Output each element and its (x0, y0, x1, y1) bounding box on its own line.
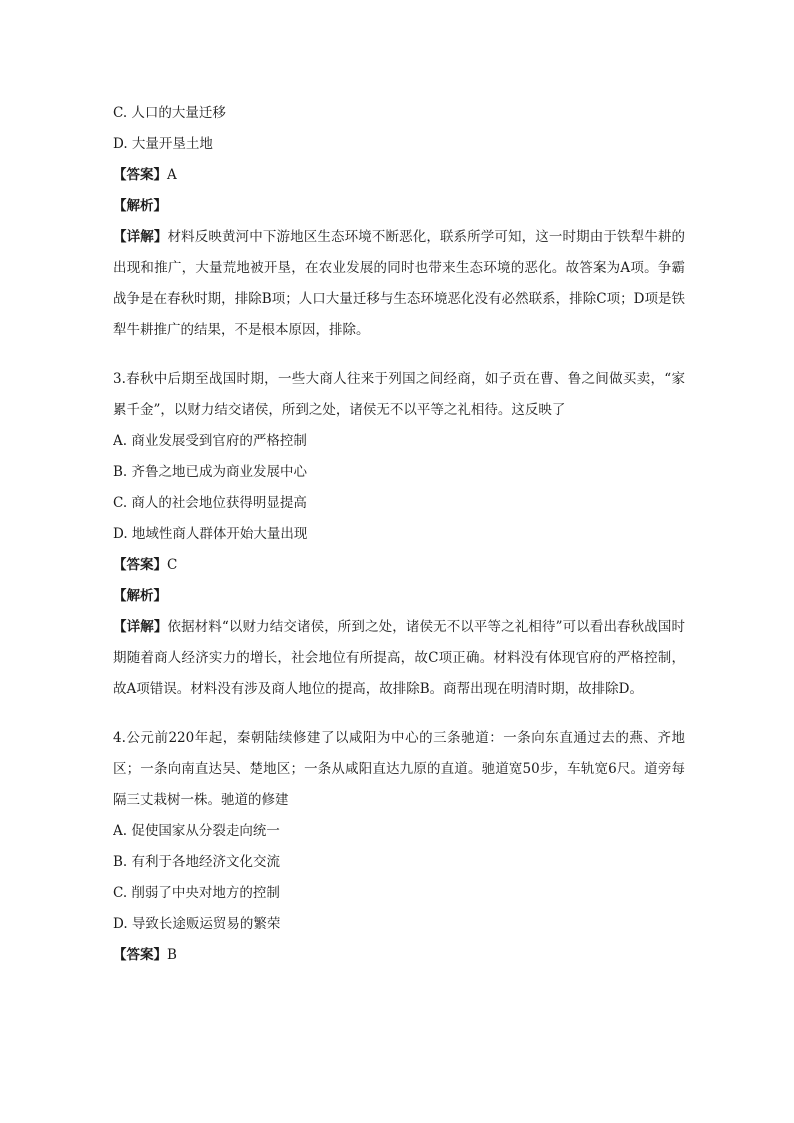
q4-option-b: B. 有利于各地经济文化交流 (113, 854, 281, 870)
q3-stem: 3.春秋中后期至战国时期，一些大商人往来于列国之间经商，如子贡在曹、鲁之间做买卖，“家累千金”，以财力结交诸侯，所到之处，诸侯无不以平等之礼相待。这反映了 (113, 371, 685, 418)
q4-option-a: A. 促使国家从分裂走向统一 (113, 823, 280, 839)
q3-detail-text: 依据材料“以财力结交诸侯，所到之处，诸侯无不以平等之礼相待”可以看出春秋战国时期随着商人经济实力的增长，社会地位有所提高，故C项正确。材料没有体现官府的严格控制，故A项错误。材料没有涉及商人地位的提高，故排除B。商帮出现在明清时期，故排除D。 (113, 619, 685, 697)
q4-answer-line (113, 940, 685, 971)
q4-option-c: C. 削弱了中央对地方的控制 (113, 885, 280, 901)
q3-detail (113, 612, 685, 705)
q2-option-d: D. 大量开垦土地 (113, 136, 213, 152)
q2-detail-tag: 【详解】 (113, 229, 168, 245)
q3-analysis-tag: 【解析】 (113, 588, 167, 604)
q3-answer: C (167, 557, 178, 573)
q4-answer: B (167, 947, 177, 963)
q2-analysis-tag: 【解析】 (113, 198, 167, 214)
q3-option-c: C. 商人的社会地位获得明显提高 (113, 495, 307, 511)
q2-detail-text: 材料反映黄河中下游地区生态环境不断恶化，联系所学可知，这一时期由于铁犁牛耕的出现和推广，大量荒地被开垦，在农业发展的同时也带来生态环境的恶化。故答案为A项。争霸战争是在春秋时期，排除B项；人口大量迁移与生态环境恶化没有必然联系，排除C项；D项是铁犁牛耕推广的结果，不是根本原因，排除。 (113, 229, 686, 338)
q2-option-c: C. 人口的大量迁移 (113, 105, 226, 121)
q2-answer-tag: 【答案】 (113, 167, 167, 183)
q3-option-b: B. 齐鲁之地已成为商业发展中心 (113, 464, 308, 480)
q3-answer-line (113, 550, 685, 581)
q3-option-a: A. 商业发展受到官府的严格控制 (113, 433, 307, 449)
q4-option-d: D. 导致长途贩运贸易的繁荣 (113, 916, 281, 932)
q2-answer-line (113, 160, 685, 191)
q2-answer: A (167, 167, 177, 183)
q3-answer-tag: 【答案】 (113, 557, 167, 573)
q4-answer-tag: 【答案】 (113, 947, 167, 963)
document-page (113, 98, 685, 971)
q4-stem: 4.公元前220年起，秦朝陆续修建了以咸阳为中心的三条驰道：一条向东直通过去的燕、齐地区；一条向南直达吴、楚地区；一条从咸阳直达九原的直道。驰道宽50步，车轨宽6尺。道旁每隔三丈栽树一株。驰道的修建 (113, 730, 685, 808)
q2-detail (113, 222, 685, 346)
q3-detail-tag: 【详解】 (113, 619, 168, 635)
q3-option-d: D. 地域性商人群体开始大量出现 (113, 526, 308, 542)
